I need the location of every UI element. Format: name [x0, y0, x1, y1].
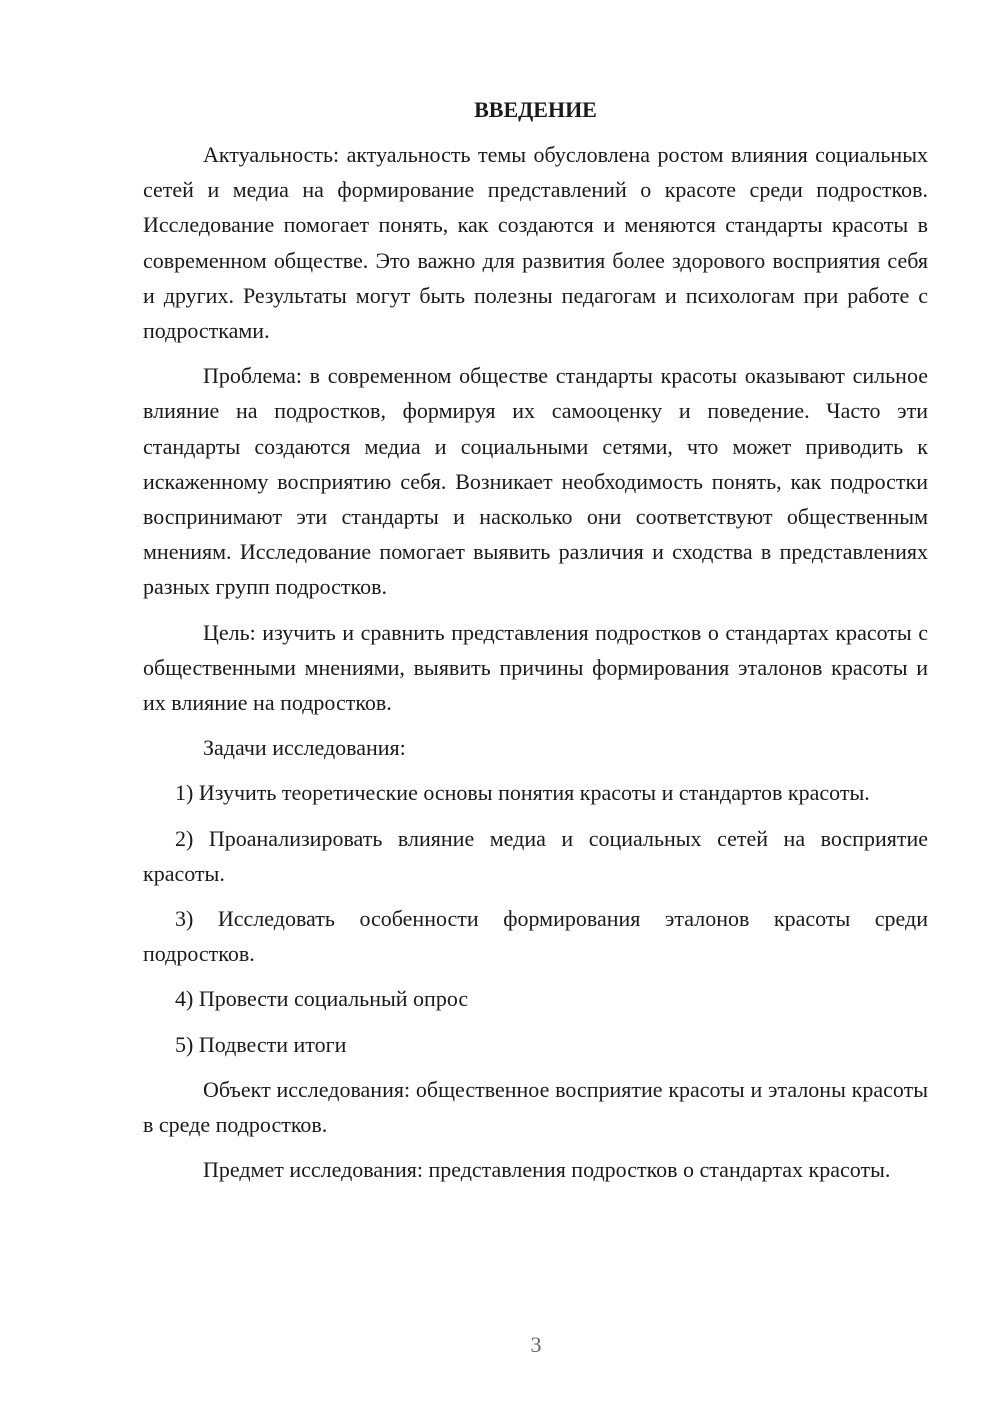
task-item: 1) Изучить теоретические основы понятия красоты и стандартов красоты.	[175, 780, 870, 806]
page-content	[143, 95, 928, 1197]
tasks-heading: Задачи исследования:	[203, 735, 406, 761]
object-paragraph: Объект исследования: общественное восприятие красоты и эталоны красоты в среде подростков.	[143, 1076, 928, 1138]
task-item: 4) Провести социальный опрос	[175, 986, 469, 1012]
subject-paragraph: Предмет исследования: представления подростков о стандартах красоты.	[203, 1157, 891, 1183]
goal-paragraph: Цель: изучить и сравнить представления подростков о стандартах красоты с общественными мнениями, выявить причины формирования эталонов красоты и их влияние на подростков.	[143, 619, 928, 716]
relevance-paragraph: Актуальность: актуальность темы обусловлена ростом влияния социальных сетей и медиа на формирование представлений о красоте среди подростков. Исследование помогает понять, как создаются и меняются стандарты красоты в современном обществе. Это важно для развития более здорового восприятия себя и других. Результаты могут быть полезны педагогам и психологам при работе с подростками.	[143, 142, 928, 344]
task-item: 2) Проанализировать влияние медиа и социальных сетей на восприятие красоты.	[143, 825, 928, 886]
task-item: 3) Исследовать особенности формирования эталонов красоты среди подростков.	[143, 906, 928, 967]
task-item: 5) Подвести итоги	[175, 1031, 347, 1057]
page-title: ВВЕДЕНИЕ	[474, 97, 597, 122]
page-number: 3	[530, 1332, 542, 1357]
problem-paragraph: Проблема: в современном обществе стандарты красоты оказывают сильное влияние на подростков, формируя их самооценку и поведение. Часто эти стандарты создаются медиа и социальными сетями, что может приводить к искаженному восприятию себя. Возникает необходимость понять, как подростки воспринимают эти стандарты и насколько они соответствуют общественным мнениям. Исследование помогает выявить различия и сходства в представлениях разных групп подростков.	[143, 363, 928, 600]
